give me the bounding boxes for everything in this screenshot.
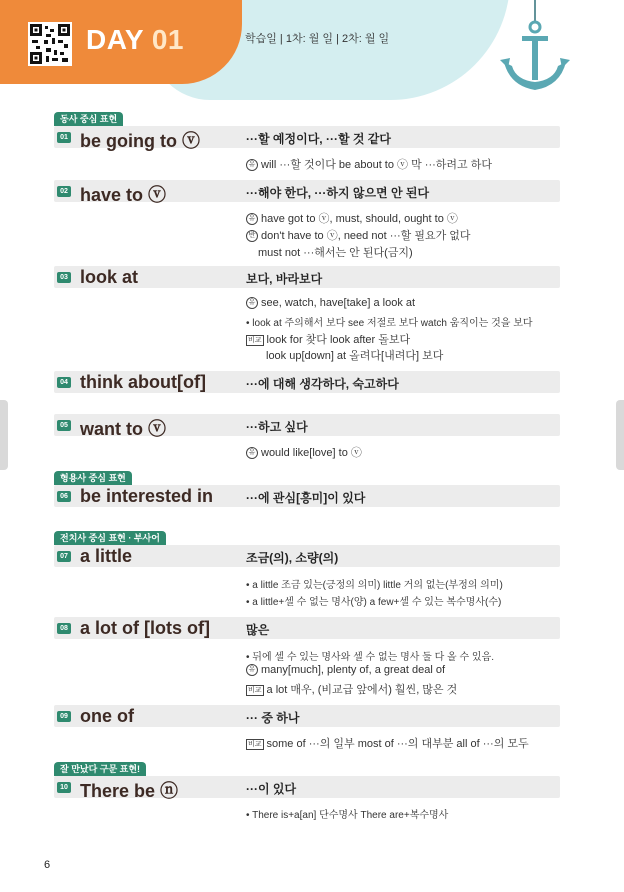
synonym-icon: 유 (246, 297, 258, 309)
entry-phrase: be interested in (80, 486, 214, 506)
entry-09-note: 비교 some of ···의 일부 most of ···의 대부분 all of ···의 모두 (248, 738, 529, 750)
synonym-icon: 유 (246, 664, 258, 676)
entry-meaning: ···하고 싶다 (246, 420, 308, 434)
section-label-adj: 형용사 중심 표현 (54, 471, 132, 485)
entry-number: 06 (57, 491, 71, 502)
day-title: DAY 01 (86, 24, 184, 55)
entry-number: 10 (57, 782, 71, 793)
entry-row-01 (54, 126, 560, 151)
entry-row-02 (54, 180, 560, 205)
entry-meaning: ···해야 한다, ···하지 않으면 안 된다 (246, 186, 430, 200)
right-edge-tab (616, 400, 624, 470)
entry-01-note: 유 will ···할 것이다 be about to ⓥ 막 ···하려고 하다 (246, 156, 492, 172)
left-edge-tab (0, 400, 8, 470)
entry-number: 01 (57, 132, 71, 143)
entry-05-note: 유 would like[love] to ⓥ (246, 444, 362, 460)
entry-10-note: • There is+a[an] 단수명사 There are+복수명사 (246, 810, 449, 821)
entry-phrase: think about[of] (80, 372, 206, 392)
entry-number: 09 (57, 711, 71, 722)
entry-number: 04 (57, 377, 71, 388)
entry-number: 08 (57, 623, 71, 634)
entry-03-note-3: 비교 look for 찾다 look after 돌보다 (248, 334, 411, 346)
entry-row-10 (54, 776, 560, 801)
compare-icon: 비교 (248, 740, 262, 748)
entry-meaning: ··· 중 하나 (246, 711, 300, 725)
entry-row-05 (54, 414, 560, 439)
day-tab (0, 0, 242, 84)
entry-08-note-2: 유 many[much], plenty of, a great deal of (246, 664, 445, 676)
entry-row-09 (54, 705, 560, 727)
entry-02-note-3: must not ···해서는 안 된다(금지) (258, 247, 413, 259)
entry-phrase: have to ⓥ (80, 185, 167, 205)
entry-meaning: 보다, 바라보다 (246, 272, 323, 286)
section-label-misc: 잘 만났다 구문 표현! (54, 762, 146, 776)
entry-meaning: ···할 예정이다, ···할 것 같다 (246, 132, 391, 146)
entry-08-note-3: 비교 a lot 매우, (비교급 앞에서) 훨씬, 많은 것 (248, 684, 458, 696)
entry-row-08 (54, 617, 560, 639)
entry-number: 05 (57, 420, 71, 431)
entry-07-note-2: • a little+셀 수 없는 명사(양) a few+셀 수 있는 복수명사(수) (246, 597, 502, 608)
page-number: 6 (44, 859, 51, 871)
study-date-line: 학습일 | 1차: 월 일 | 2차: 월 일 (245, 33, 390, 45)
synonym-icon: 유 (246, 159, 258, 171)
entry-number: 07 (57, 551, 71, 562)
entry-08-note-1: • 뒤에 셀 수 있는 명사와 셀 수 없는 명사 둘 다 올 수 있음. (246, 652, 495, 663)
entry-phrase: There be ⓝ (80, 781, 179, 801)
entry-phrase: a little (80, 546, 133, 566)
entry-03-note-1: 유 see, watch, have[take] a look at (246, 297, 415, 309)
entry-phrase: want to ⓥ (80, 419, 166, 439)
entry-row-07 (54, 545, 560, 567)
entry-row-04 (54, 371, 560, 393)
qr-code-icon[interactable] (28, 22, 72, 66)
entry-meaning: ···이 있다 (246, 782, 297, 796)
section-label-verb: 동사 중심 표현 (54, 112, 123, 126)
entry-03-note-4: look up[down] at 올려다[내려다] 보다 (266, 350, 444, 362)
entry-meaning: 많은 (246, 623, 270, 637)
entry-phrase: look at (80, 267, 139, 287)
entry-02-note-2: 반 don't have to ⓥ, need not ···할 필요가 없다 (246, 227, 471, 243)
entry-03-note-2: • look at 주의해서 보다 see 저절로 보다 watch 움직이는 것을 보다 (246, 318, 533, 329)
entry-07-note-1: • a little 조금 있는(긍정의 의미) little 거의 없는(부정의 의미) (246, 580, 503, 591)
entry-phrase: be going to ⓥ (80, 131, 200, 151)
entry-meaning: ···에 대해 생각하다, 숙고하다 (246, 377, 399, 391)
section-label-prep: 전치사 중심 표현 · 부사어 (54, 531, 166, 545)
synonym-icon: 유 (246, 447, 258, 459)
entry-meaning: 조금(의), 소량(의) (246, 551, 339, 565)
compare-icon: 비교 (248, 686, 262, 694)
entry-02-note-1: 유 have got to ⓥ, must, should, ought to ⓥ (246, 210, 458, 226)
entry-row-06 (54, 485, 560, 507)
entry-phrase: a lot of [lots of] (80, 618, 210, 638)
entry-number: 02 (57, 186, 71, 197)
compare-icon: 비교 (248, 336, 262, 344)
entry-row-03 (54, 266, 560, 288)
antonym-icon: 반 (246, 230, 258, 242)
anchor-icon (498, 0, 572, 96)
entry-meaning: ···에 관심[흥미]이 있다 (246, 491, 366, 505)
synonym-icon: 유 (246, 213, 258, 225)
entry-number: 03 (57, 272, 71, 283)
entry-phrase: one of (80, 706, 134, 726)
